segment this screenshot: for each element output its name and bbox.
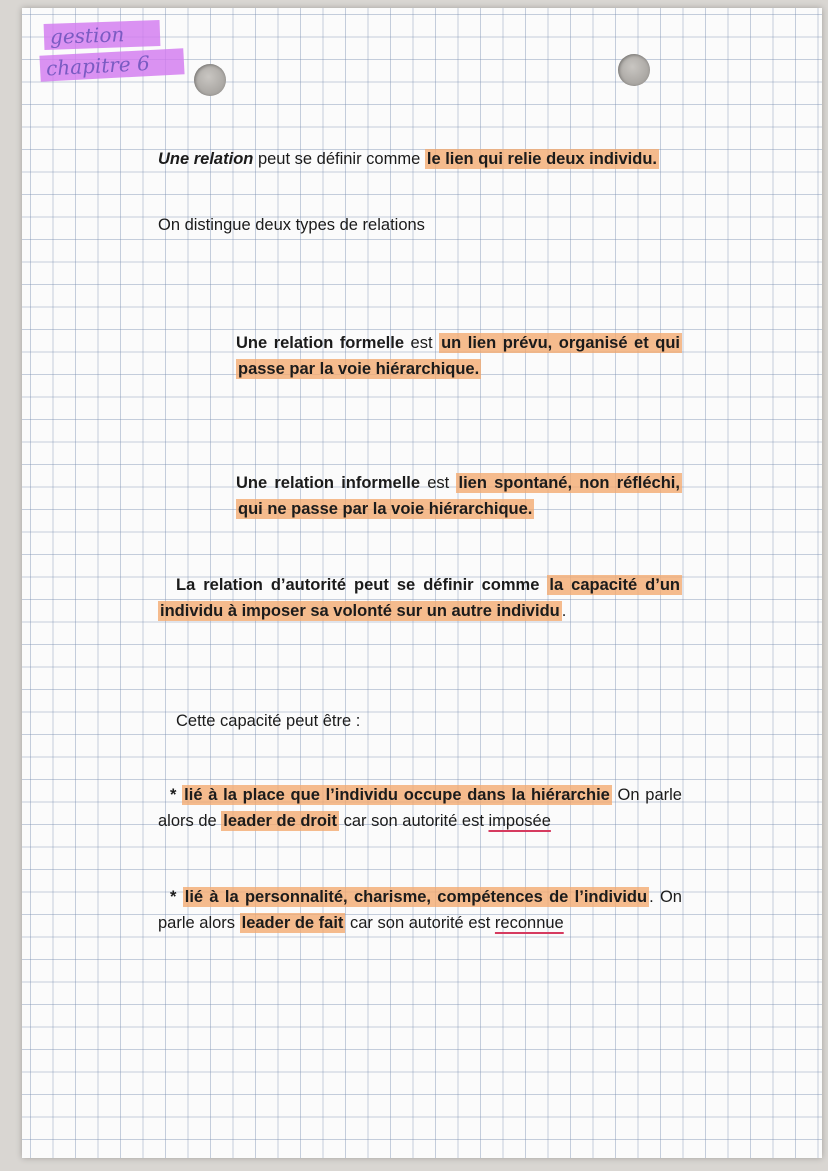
bullet-leader-droit <box>158 782 682 834</box>
highlight-definition: lié à la personnalité, charisme, compétences de l’individu <box>184 888 648 906</box>
underlined-word: imposée <box>488 812 551 830</box>
definition-formelle <box>236 330 682 382</box>
highlight-definition: un lien prévu, organisé et qui passe par la voie hiérarchique. <box>238 334 680 378</box>
highlight-leader: leader de droit <box>223 812 337 830</box>
handwritten-tag <box>44 22 204 82</box>
text-span: car son autorité est <box>345 914 495 932</box>
text-span: est <box>404 334 440 352</box>
tag-line-2: chapitre 6 <box>39 48 184 82</box>
definition-autorite <box>158 572 682 624</box>
highlight-definition: lien spontané, non réfléchi, qui ne passe par la voie hiérarchique. <box>238 474 680 518</box>
tag-line-1: gestion <box>44 20 161 50</box>
term-formelle: Une relation formelle <box>236 334 405 352</box>
highlight-leader: leader de fait <box>241 914 344 932</box>
bullet-marker: * <box>170 786 183 804</box>
text-span: car son autorité est <box>339 812 489 830</box>
term-autorite: La relation d’autorité peut se définir comme <box>176 576 548 594</box>
highlight-definition: la capacité d’un individu à imposer sa volonté sur un autre individu <box>160 576 681 620</box>
text-span: On parle alors de <box>158 786 682 830</box>
paragraph-capacite <box>176 708 680 734</box>
definition-relation <box>158 146 682 172</box>
text-span: Cette capacité peut être : <box>176 712 361 730</box>
punch-hole-right <box>618 54 650 86</box>
text-span: est <box>420 474 457 492</box>
underlined-word: reconnue <box>494 914 564 932</box>
text-span: On distingue deux types de relations <box>158 216 425 234</box>
highlight-definition: le lien qui relie deux individu. <box>426 150 657 168</box>
text-span: . <box>561 602 567 620</box>
bullet-marker: * <box>170 888 183 906</box>
paragraph-types <box>158 212 682 238</box>
text-span: . On parle alors <box>158 888 682 932</box>
definition-informelle <box>236 470 682 522</box>
term-relation: Une relation <box>158 150 254 168</box>
term-informelle: Une relation informelle <box>236 474 421 492</box>
highlight-definition: lié à la place que l’individu occupe dans la hiérarchie <box>184 786 610 804</box>
bullet-leader-fait <box>158 884 682 936</box>
text-span: peut se définir comme <box>253 150 425 168</box>
notebook-page <box>22 8 822 1158</box>
